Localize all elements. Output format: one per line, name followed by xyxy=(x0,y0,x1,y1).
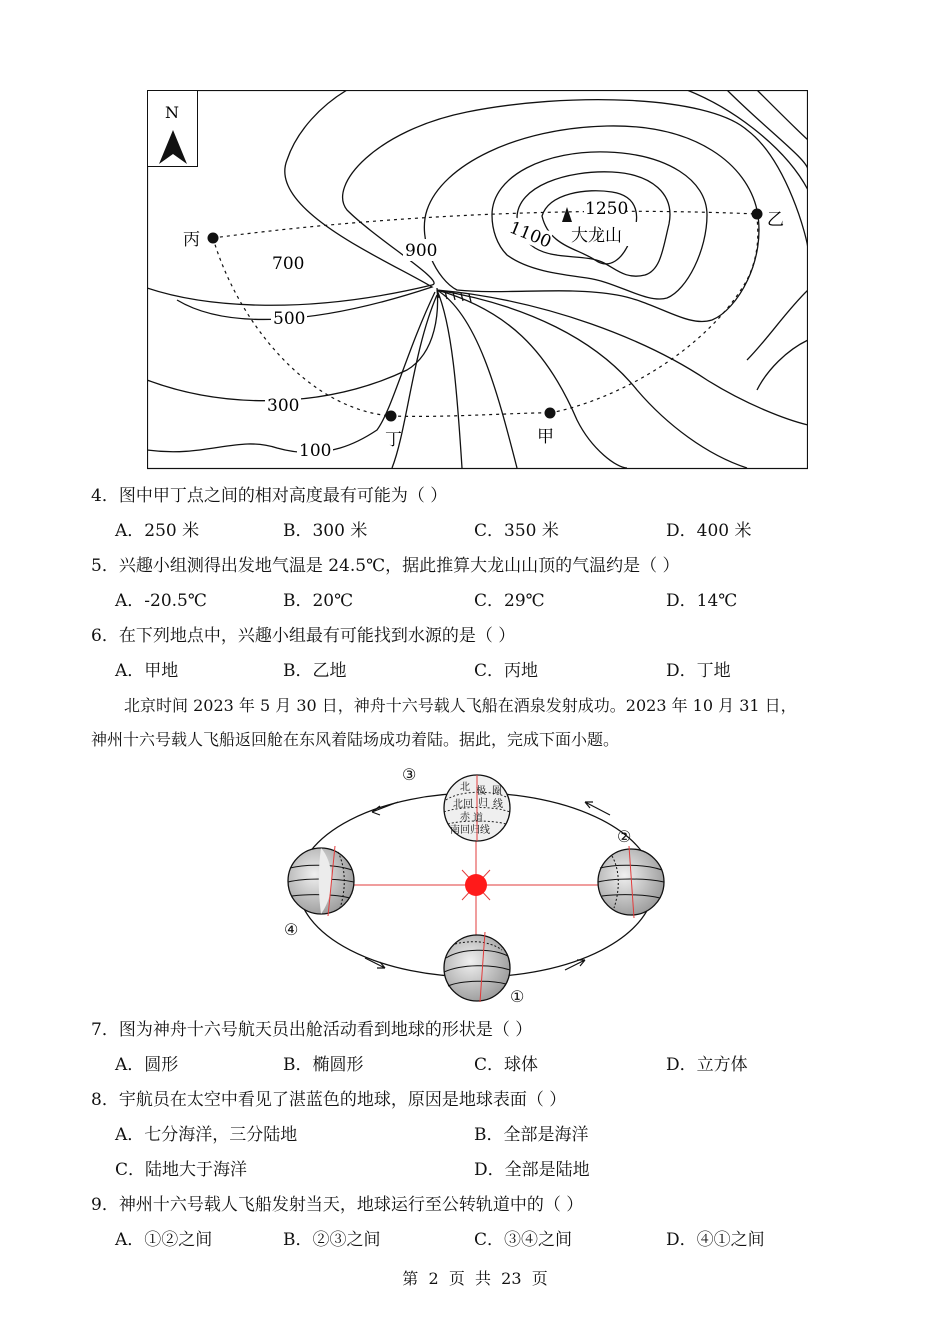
question-9-option-b[interactable]: B．②③之间 xyxy=(283,1230,381,1250)
question-9-option-d[interactable]: D．④①之间 xyxy=(666,1230,765,1250)
question-8-option-c[interactable]: C．陆地大于海洋 xyxy=(115,1160,248,1180)
point-jia-label: 甲 xyxy=(537,427,554,447)
question-4-option-c[interactable]: C．350 米 xyxy=(474,521,559,541)
contour-label-700: 700 xyxy=(272,254,305,274)
contour-label-1100: 1100 xyxy=(506,217,555,253)
question-7-option-a[interactable]: A．圆形 xyxy=(115,1055,179,1075)
question-5-option-a[interactable]: A．-20.5℃ xyxy=(115,591,207,611)
question-7-stem: 7．图为神舟十六号航天员出舱活动看到地球的形状是（ ） xyxy=(91,1020,533,1040)
question-4-option-d[interactable]: D．400 米 xyxy=(666,521,752,541)
globe-position-3 xyxy=(444,775,510,841)
orbit-label-2: ② xyxy=(617,827,632,846)
peak-name: 大龙山 xyxy=(571,226,622,246)
intro-line-1: 北京时间 2023 年 5 月 30 日，神舟十六号载人飞船在酒泉发射成功。2023 年 10 月 31 日， xyxy=(124,696,797,715)
question-9-option-a[interactable]: A．①②之间 xyxy=(115,1230,213,1250)
contour-label-500: 500 xyxy=(273,309,306,329)
orbit-label-3: ③ xyxy=(402,765,417,784)
globe-position-2 xyxy=(598,846,664,918)
question-4-option-b[interactable]: B．300 米 xyxy=(283,521,368,541)
globe-position-1 xyxy=(444,932,510,1002)
question-5-option-d[interactable]: D．14℃ xyxy=(666,591,738,611)
globe-label-tropic-cancer-3: 线 xyxy=(493,799,503,810)
question-6-option-b[interactable]: B．乙地 xyxy=(283,661,347,681)
question-6-option-c[interactable]: C．丙地 xyxy=(474,661,539,681)
question-7-option-c[interactable]: C．球体 xyxy=(474,1055,539,1075)
contour-map xyxy=(147,90,808,470)
question-8-option-a[interactable]: A．七分海洋，三分陆地 xyxy=(115,1125,298,1145)
point-yi-label: 乙 xyxy=(767,210,784,230)
north-arrow-icon xyxy=(148,91,198,167)
globe-label-equator-2: 道 xyxy=(473,813,483,824)
question-8-option-b[interactable]: B．全部是海洋 xyxy=(474,1125,589,1145)
orbit-label-1: ① xyxy=(510,987,525,1006)
question-6-option-a[interactable]: A．甲地 xyxy=(115,661,179,681)
intro-line-2: 神州十六号载人飞船返回舱在东风着陆场成功着陆。据此，完成下面小题。 xyxy=(91,730,620,749)
point-ding-marker xyxy=(386,411,397,422)
orbit-diagram xyxy=(280,760,680,1010)
question-9-option-c[interactable]: C．③④之间 xyxy=(474,1230,573,1250)
contour-label-1250: 1250 xyxy=(585,199,629,219)
globe-label-tropic-cancer-1: 北回 xyxy=(453,799,473,810)
question-7-option-b[interactable]: B．椭圆形 xyxy=(283,1055,364,1075)
point-bing-label: 丙 xyxy=(183,230,200,250)
orbit-label-4: ④ xyxy=(284,920,299,939)
question-8-stem: 8．宇航员在太空中看见了湛蓝色的地球，原因是地球表面（ ） xyxy=(91,1090,567,1110)
page-footer: 第 2 页 共 23 页 xyxy=(402,1269,548,1288)
globe-label-tropic-cancer-2: 归 xyxy=(478,798,488,809)
globe-position-4 xyxy=(288,846,354,916)
globe-label-tropic-capricorn: 南回归线 xyxy=(450,825,490,836)
north-label: N xyxy=(165,103,179,122)
contour-label-300: 300 xyxy=(267,396,300,416)
point-jia-marker xyxy=(545,408,556,419)
question-8-option-d[interactable]: D．全部是陆地 xyxy=(474,1160,590,1180)
globe-label-arctic-1: 北 xyxy=(460,782,470,793)
question-4-option-a[interactable]: A．250 米 xyxy=(115,521,200,541)
point-ding-label: 丁 xyxy=(385,430,402,450)
globe-label-equator-1: 赤 xyxy=(460,812,470,823)
contour-label-100: 100 xyxy=(299,441,332,461)
sun-icon xyxy=(465,874,487,896)
question-6-stem: 6．在下列地点中，兴趣小组最有可能找到水源的是（ ） xyxy=(91,626,516,646)
point-yi-marker xyxy=(752,209,763,220)
point-bing-marker xyxy=(208,233,219,244)
question-6-option-d[interactable]: D．丁地 xyxy=(666,661,731,681)
question-9-stem: 9．神州十六号载人飞船发射当天，地球运行至公转轨道中的（ ） xyxy=(91,1195,584,1215)
question-7-option-d[interactable]: D．立方体 xyxy=(666,1055,748,1075)
question-5-option-c[interactable]: C．29℃ xyxy=(474,591,545,611)
globe-label-arctic-3: 圈 xyxy=(492,786,502,797)
question-4-stem: 4．图中甲丁点之间的相对高度最有可能为（ ） xyxy=(91,486,448,506)
contour-label-900: 900 xyxy=(405,241,438,261)
question-5-stem: 5．兴趣小组测得出发地气温是 24.5℃，据此推算大龙山山顶的气温约是（ ） xyxy=(91,556,680,576)
question-5-option-b[interactable]: B．20℃ xyxy=(283,591,354,611)
globe-label-arctic-2: 极 xyxy=(476,786,486,797)
